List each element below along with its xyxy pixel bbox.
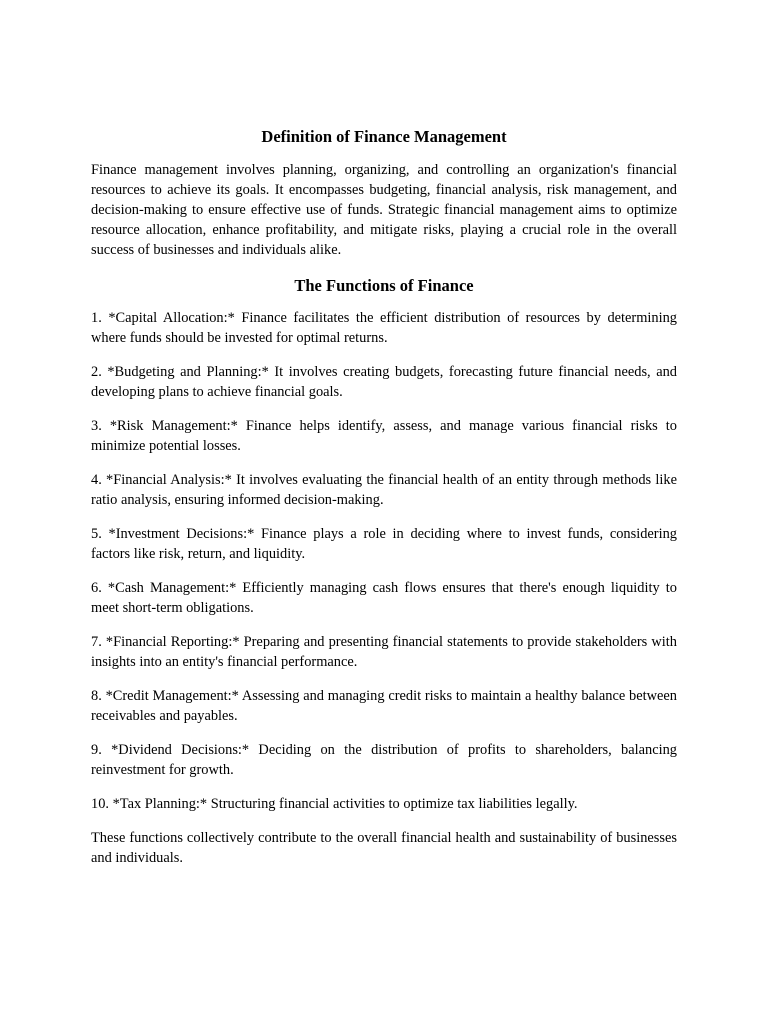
function-item-7: 7. *Financial Reporting:* Preparing and presenting financial statements to provide stakeholders with insights into an entity's financial performance. — [91, 634, 677, 670]
heading-functions: The Functions of Finance — [294, 276, 474, 295]
function-item-3: 3. *Risk Management:* Finance helps identify, assess, and manage various financial risks to minimize potential losses. — [91, 418, 677, 454]
function-item-10: 10. *Tax Planning:* Structuring financial activities to optimize tax liabilities legally. — [91, 796, 578, 812]
function-item-6: 6. *Cash Management:* Efficiently managing cash flows ensures that there's enough liquidity to meet short-term obligations. — [91, 580, 677, 616]
function-item-1: 1. *Capital Allocation:* Finance facilitates the efficient distribution of resources by determining where funds should be invested for optimal returns. — [91, 310, 677, 346]
function-item-4: 4. *Financial Analysis:* It involves evaluating the financial health of an entity through methods like ratio analysis, ensuring informed decision-making. — [91, 472, 677, 508]
function-item-8: 8. *Credit Management:* Assessing and managing credit risks to maintain a healthy balance between receivables and payables. — [91, 688, 677, 724]
document-page — [91, 125, 677, 868]
function-item-2: 2. *Budgeting and Planning:* It involves creating budgets, forecasting future financial needs, and developing plans to achieve financial goals. — [91, 364, 677, 400]
function-item-9: 9. *Dividend Decisions:* Deciding on the distribution of profits to shareholders, balancing reinvestment for growth. — [91, 742, 677, 778]
functions-list — [91, 308, 677, 814]
function-item-5: 5. *Investment Decisions:* Finance plays a role in deciding where to invest funds, considering factors like risk, return, and liquidity. — [91, 526, 677, 562]
intro-paragraph: Finance management involves planning, organizing, and controlling an organization's financial resources to achieve its goals. It encompasses budgeting, financial analysis, risk management, and decision-making to ensure effective use of funds. Strategic financial management aims to optimize resource allocation, enhance profitability, and mitigate risks, playing a crucial role in the overall success of businesses and individuals alike. — [91, 162, 677, 258]
heading-definition: Definition of Finance Management — [261, 127, 507, 146]
closing-paragraph: These functions collectively contribute to the overall financial health and sustainability of businesses and individuals. — [91, 830, 677, 866]
